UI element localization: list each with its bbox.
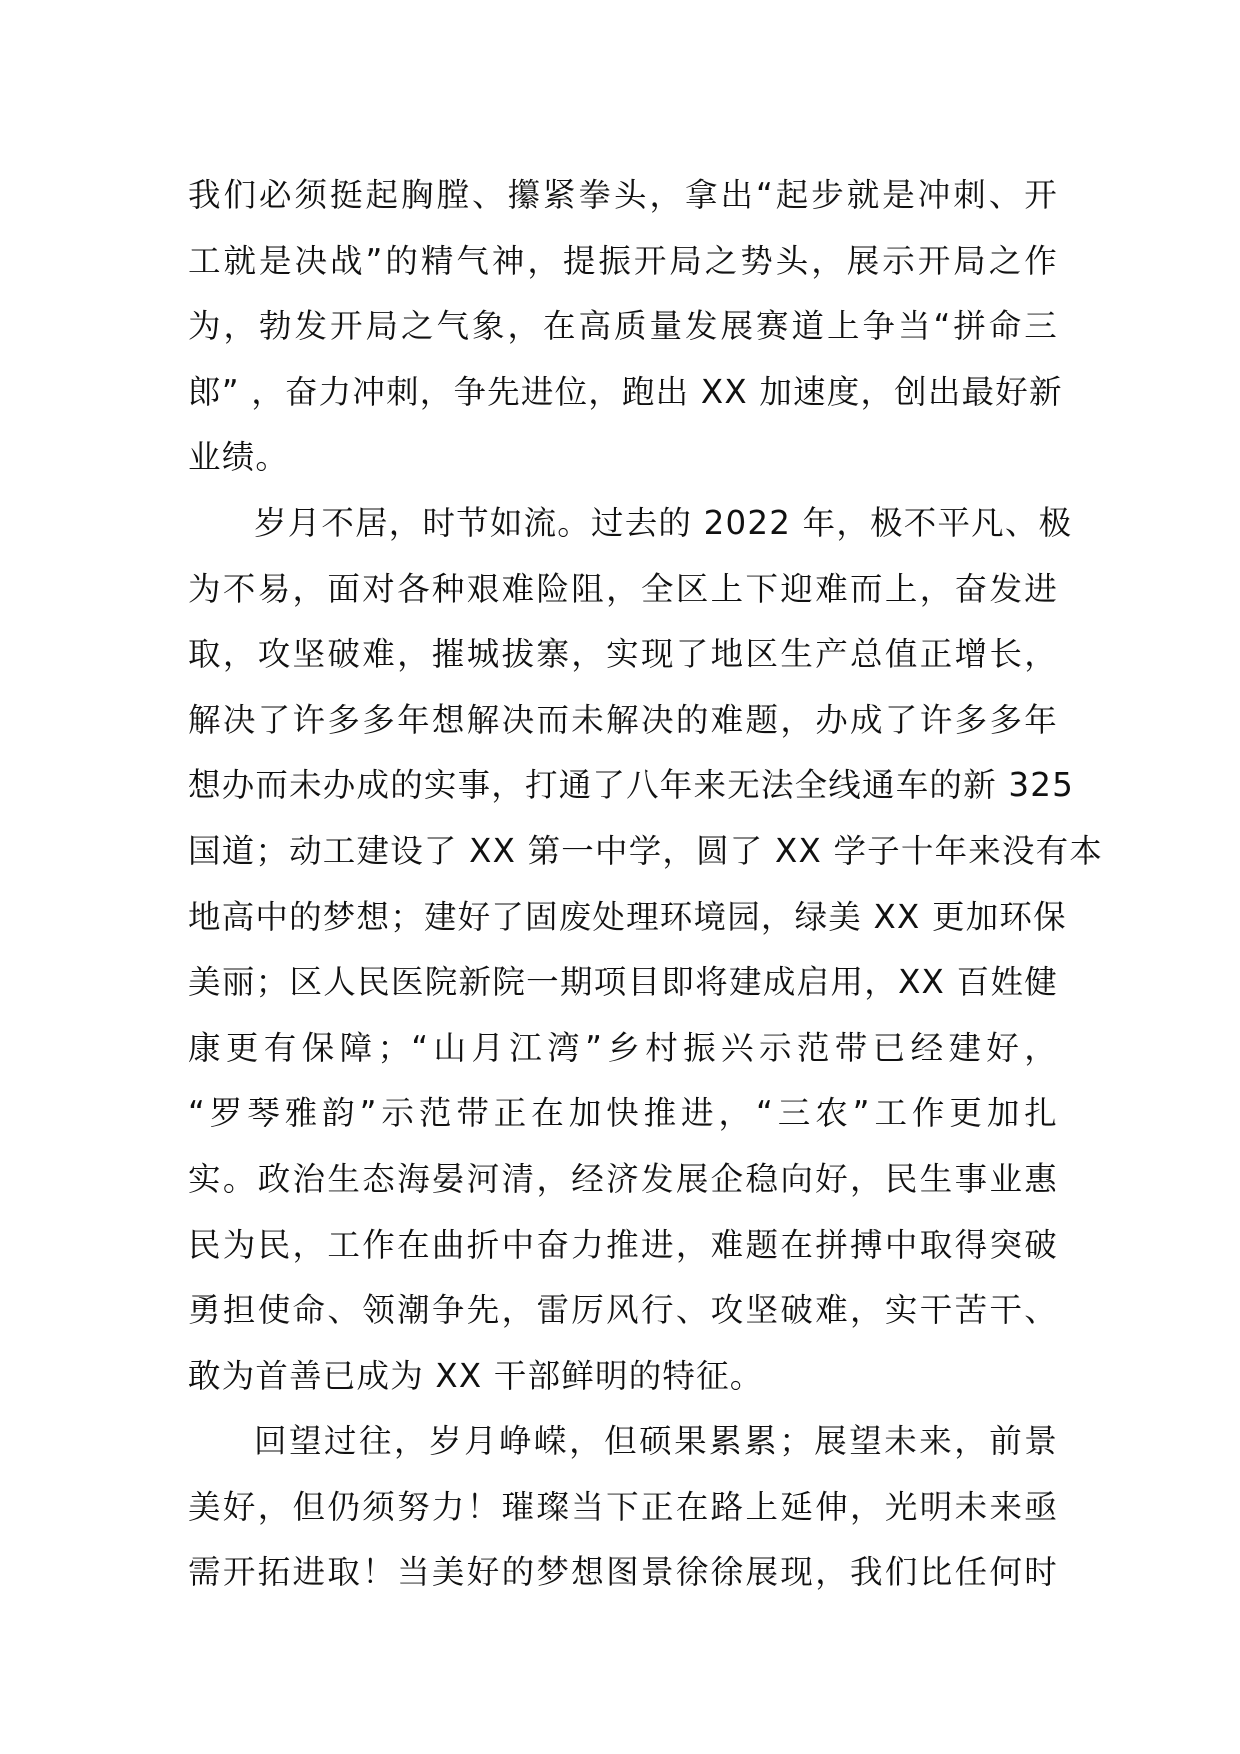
- text-line: 国道；动工建设了 XX 第一中学，圆了 XX 学子十年来没有本: [188, 831, 1104, 870]
- text-line: 地高中的梦想；建好了固废处理环境园，绿美 XX 更加环保: [188, 897, 1067, 936]
- text-line: 实。政治生态海晏河清，经济发展企稳向好，民生事业惠: [188, 1159, 1058, 1198]
- text-line: 我们必须挺起胸膛、攥紧拳头，拿出“起步就是冲刺、开: [188, 176, 1058, 214]
- text-line: 业绩。: [188, 438, 290, 477]
- text-line: 康更有保障；“山月江湾”乡村振兴示范带已经建好，: [188, 1028, 1058, 1067]
- paragraph-3: [188, 1409, 1058, 1606]
- text-line: 为，勃发开局之气象，在高质量发展赛道上争当“拼命三: [188, 307, 1058, 346]
- text-line: 工就是决战”的精气神，提振开局之势头，展示开局之作: [188, 241, 1058, 280]
- text-line: 美丽；区人民医院新院一期项目即将建成启用，XX 百姓健: [188, 963, 1058, 1002]
- text-line: 美好，但仍须努力！璀璨当下正在路上延伸，光明未来亟: [188, 1487, 1058, 1526]
- text-line: 民为民，工作在曲折中奋力推进，难题在拼搏中取得突破: [188, 1225, 1058, 1264]
- text-line: 郎” ，奋力冲刺，争先进位，跑出 XX 加速度，创出最好新: [188, 372, 1063, 411]
- paragraph-2: [188, 491, 1104, 1409]
- text-line: 解决了许多多年想解决而未解决的难题，办成了许多多年: [188, 700, 1058, 739]
- text-line: 需开拓进取！当美好的梦想图景徐徐展现，我们比任何时: [188, 1553, 1058, 1592]
- body-text: [188, 163, 1104, 1606]
- text-line: 敢为首善已成为 XX 干部鲜明的特征。: [188, 1356, 764, 1395]
- text-line: 为不易，面对各种艰难险阻，全区上下迎难而上，奋发进: [188, 569, 1058, 608]
- text-line: 勇担使命、领潮争先，雷厉风行、攻坚破难，实干苦干、: [188, 1291, 1058, 1330]
- paragraph-1: [188, 163, 1063, 491]
- text-line: 想办而未办成的实事，打通了八年来无法全线通车的新 325: [188, 766, 1074, 805]
- text-line: “罗琴雅韵”示范带正在加快推进，“三农”工作更加扎: [188, 1094, 1058, 1133]
- text-line: 回望过往，岁月峥嵘，但硕果累累；展望未来，前景: [254, 1422, 1058, 1461]
- text-line: 岁月不居，时节如流。过去的 2022 年，极不平凡、极: [254, 503, 1073, 542]
- text-line: 取，攻坚破难，摧城拔寨，实现了地区生产总值正增长，: [188, 635, 1058, 674]
